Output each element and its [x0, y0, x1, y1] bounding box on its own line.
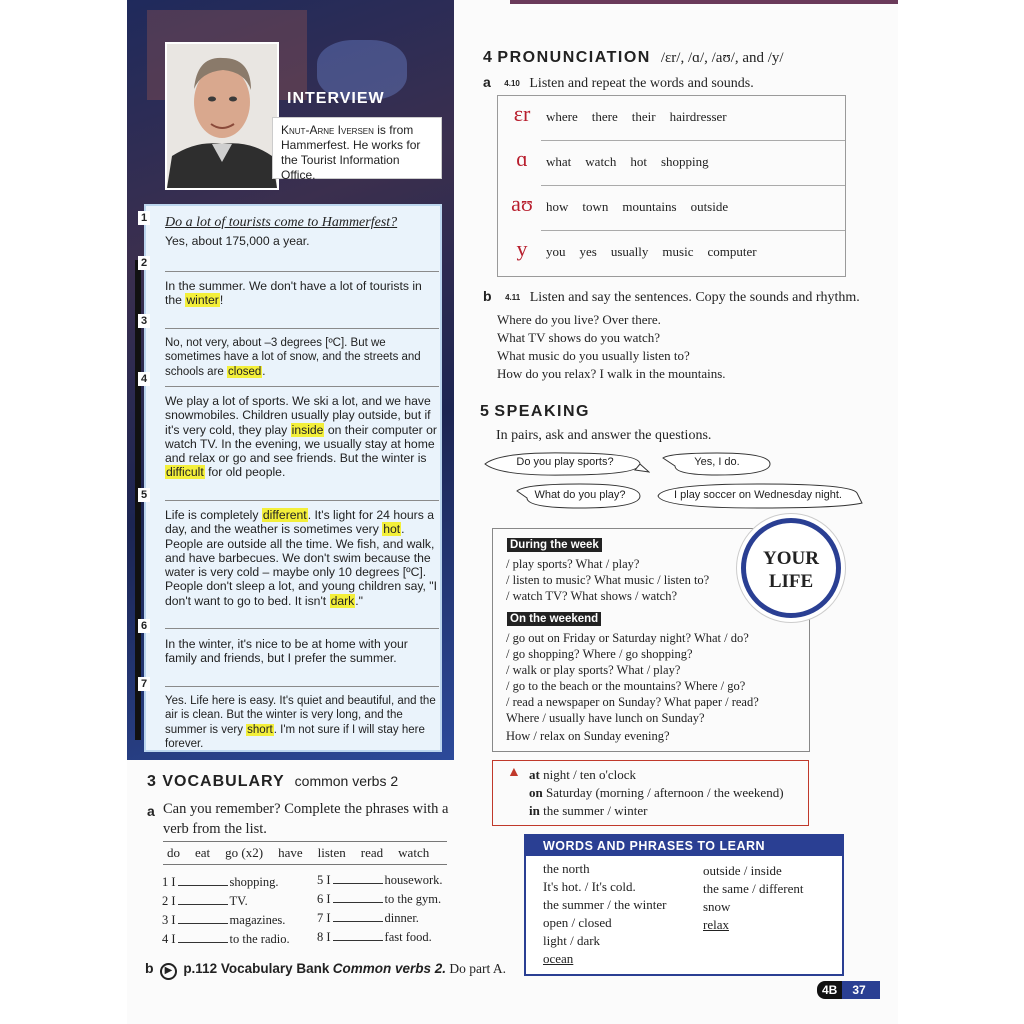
question-number: 3: [138, 314, 150, 328]
answer-2: In the summer. We don't have a lot of tourists in the winter!: [165, 279, 422, 308]
answer-3: No, not very, about –3 degrees [ºC]. But we sometimes have a lot of snow, and the streets and schools are closed.: [165, 337, 421, 378]
word-item: the same / different: [703, 881, 804, 896]
answer-line: [165, 271, 439, 272]
interviewee-name: Knut-Arne Iversen: [281, 123, 374, 137]
weekend-question: / read a newspaper on Sunday? What paper / read?: [506, 695, 759, 709]
answer-4: We play a lot of sports. We ski a lot, and we have snowmobiles. Children usually play outside, but if it's very cold, they play inside on their computer or watch TV. In the evening, we usually stay at home and relax or go and see friends. But the winter is difficult for old people.: [165, 394, 437, 480]
question-number: 7: [138, 677, 150, 691]
weekend-question: / go out on Friday or Saturday night? What / do?: [506, 631, 749, 645]
question-number: 6: [138, 619, 150, 633]
word-item: snow: [703, 899, 731, 914]
sound-symbol-a: ɑ: [516, 146, 528, 171]
your-life-badge: YOUR LIFE: [741, 518, 841, 618]
sound-row: ɛr where there their hairdresser: [498, 96, 845, 141]
sentence: Where do you live? Over there.: [497, 312, 661, 327]
interview-title: INTERVIEW: [287, 90, 385, 107]
answer-line: [165, 686, 439, 687]
phrase-item: 2 I TV.: [162, 894, 248, 908]
verb-word-list: do eat go (x2) have listen read watch: [163, 841, 447, 865]
warning-triangle-icon: ▲: [507, 765, 521, 780]
answer-5: Life is completely different. It's light for 24 hours a day, and the weather is sometimes very hot. People are outside all the time. We fish, and walk, and have barbecues. We don't swim because the water is very cold – maybe only 10 degrees [ºC]. People don't sleep a lot, and young children say, "I don't want to go to bed. It isn't dark.": [165, 508, 438, 608]
sound-row: y you yes usually music computer: [498, 231, 845, 276]
unit-label: 4B: [817, 981, 842, 999]
exercise-a-label: a: [147, 803, 155, 819]
sound-symbol-er: ɛr: [513, 101, 531, 126]
vocabulary-heading: 3 VOCABULARY common verbs 2: [147, 773, 399, 790]
word-item: the north: [543, 861, 590, 876]
highlighted-word: hot: [383, 522, 401, 537]
question-number: 5: [138, 488, 150, 502]
week-question: / play sports? What / play?: [506, 557, 640, 571]
pronunciation-a: a 4.10 Listen and repeat the words and sounds.: [483, 74, 754, 91]
arrow-circle-icon: ▶: [160, 963, 177, 980]
highlighted-word: closed: [228, 365, 262, 378]
page-number: 37: [842, 981, 879, 999]
phrase-item: 6 I to the gym.: [317, 892, 442, 906]
sound-symbol-y: y: [516, 236, 528, 261]
audio-track-number: 4.11: [505, 293, 521, 303]
phrase-item: 3 I magazines.: [162, 913, 286, 927]
weekend-question: Where / usually have lunch on Sunday?: [506, 711, 705, 725]
highlighted-word: winter: [186, 293, 219, 308]
pronunciation-b: b 4.11 Listen and say the sentences. Copy the sounds and rhythm.: [483, 288, 860, 305]
answer-line: [165, 628, 439, 629]
preposition-line: in the summer / winter: [529, 803, 648, 818]
word-item: ocean: [543, 951, 574, 966]
vocabulary-bank-reference: b ▶ p.112 Vocabulary Bank Common verbs 2. Do part A.: [145, 960, 506, 980]
answer-line: [165, 328, 439, 329]
highlighted-word: dark: [330, 593, 355, 608]
words-phrases-title: WORDS AND PHRASES TO LEARN: [526, 836, 842, 856]
speaking-heading: 5 SPEAKING: [480, 403, 590, 420]
highlighted-word: inside: [291, 422, 324, 437]
pronunciation-heading: 4 PRONUNCIATION /ɛr/, /ɑ/, /aʊ/, and /y/: [483, 49, 784, 66]
interviewee-photo: [165, 42, 279, 190]
phrase-item: 5 I housework.: [317, 873, 443, 887]
top-image-strip: [510, 0, 898, 4]
word-item: light / dark: [543, 933, 601, 948]
sound-row: aʊ how town mountains outside: [498, 186, 845, 231]
sentence: What music do you usually listen to?: [497, 348, 690, 363]
weekend-question: / walk or play sports? What / play?: [506, 663, 681, 677]
word-item: open / closed: [543, 915, 612, 930]
word-item: relax: [703, 917, 729, 932]
prepositions-note: [492, 760, 809, 826]
words-phrases-box: [524, 834, 844, 976]
weekend-question: / go to the beach or the mountains? Where / go?: [506, 679, 746, 693]
highlighted-word: different: [262, 508, 307, 522]
answer-6: In the winter, it's nice to be at home with your family and friends, but I prefer the summer.: [165, 637, 408, 666]
word-item: outside / inside: [703, 863, 782, 878]
weekend-question: How / relax on Sunday evening?: [506, 729, 670, 743]
during-week-heading: During the week: [507, 538, 602, 552]
interviewee-caption: [272, 117, 442, 182]
week-question: / watch TV? What shows / watch?: [506, 589, 678, 603]
sound-row: ɑ what watch hot shopping: [498, 141, 845, 186]
page-number-badge: [817, 981, 880, 1001]
preposition-line: on Saturday (morning / afternoon / the weekend): [529, 785, 784, 800]
word-item: It's hot. / It's cold.: [543, 879, 636, 894]
weekend-heading: On the weekend: [507, 612, 601, 626]
sentence: How do you relax? I walk in the mountains.: [497, 366, 726, 381]
phrase-item: 4 I to the radio.: [162, 932, 290, 946]
phrase-item: 7 I dinner.: [317, 911, 419, 925]
question-number: 4: [138, 372, 150, 386]
sound-chart: [497, 95, 846, 277]
speech-bubble: What do you play?: [515, 481, 645, 511]
vocabulary-instruction: Can you remember? Complete the phrases with a verb from the list.: [163, 801, 449, 837]
speech-bubble: I play soccer on Wednesday night.: [652, 481, 864, 511]
preposition-line: at night / ten o'clock: [529, 767, 637, 782]
week-question: / listen to music? What music / listen to?: [506, 573, 710, 587]
phrase-item: 1 I shopping.: [162, 875, 279, 889]
answer-line: [165, 386, 439, 387]
sentence: What TV shows do you watch?: [497, 330, 661, 345]
weekend-question: / go shopping? Where / go shopping?: [506, 647, 693, 661]
question-number: 1: [138, 211, 150, 225]
interviewee-description: is from Hammerfest. He works for the Tourist Information Office.: [281, 123, 421, 182]
answer-1: Yes, about 175,000 a year.: [165, 234, 310, 248]
highlighted-word: difficult: [166, 465, 204, 480]
answer-line: [165, 500, 439, 501]
phrase-item: 8 I fast food.: [317, 930, 432, 944]
speaking-instruction: In pairs, ask and answer the questions.: [496, 428, 712, 443]
sound-symbol-au: aʊ: [511, 191, 533, 216]
word-item: the summer / the winter: [543, 897, 667, 912]
audio-track-number: 4.10: [504, 79, 520, 89]
question-1: Do a lot of tourists come to Hammerfest?: [165, 215, 398, 230]
highlighted-word: short: [247, 723, 273, 736]
answer-7: Yes. Life here is easy. It's quiet and beautiful, and the air is clean. But the winter is very long, and the summer is very short. I'm not sure if I will stay here forever.: [165, 695, 436, 750]
question-number: 2: [138, 256, 150, 270]
speech-bubble: Do you play sports?: [480, 450, 650, 478]
speech-bubble: Yes, I do.: [660, 450, 774, 478]
page-gutter: [0, 0, 127, 1024]
